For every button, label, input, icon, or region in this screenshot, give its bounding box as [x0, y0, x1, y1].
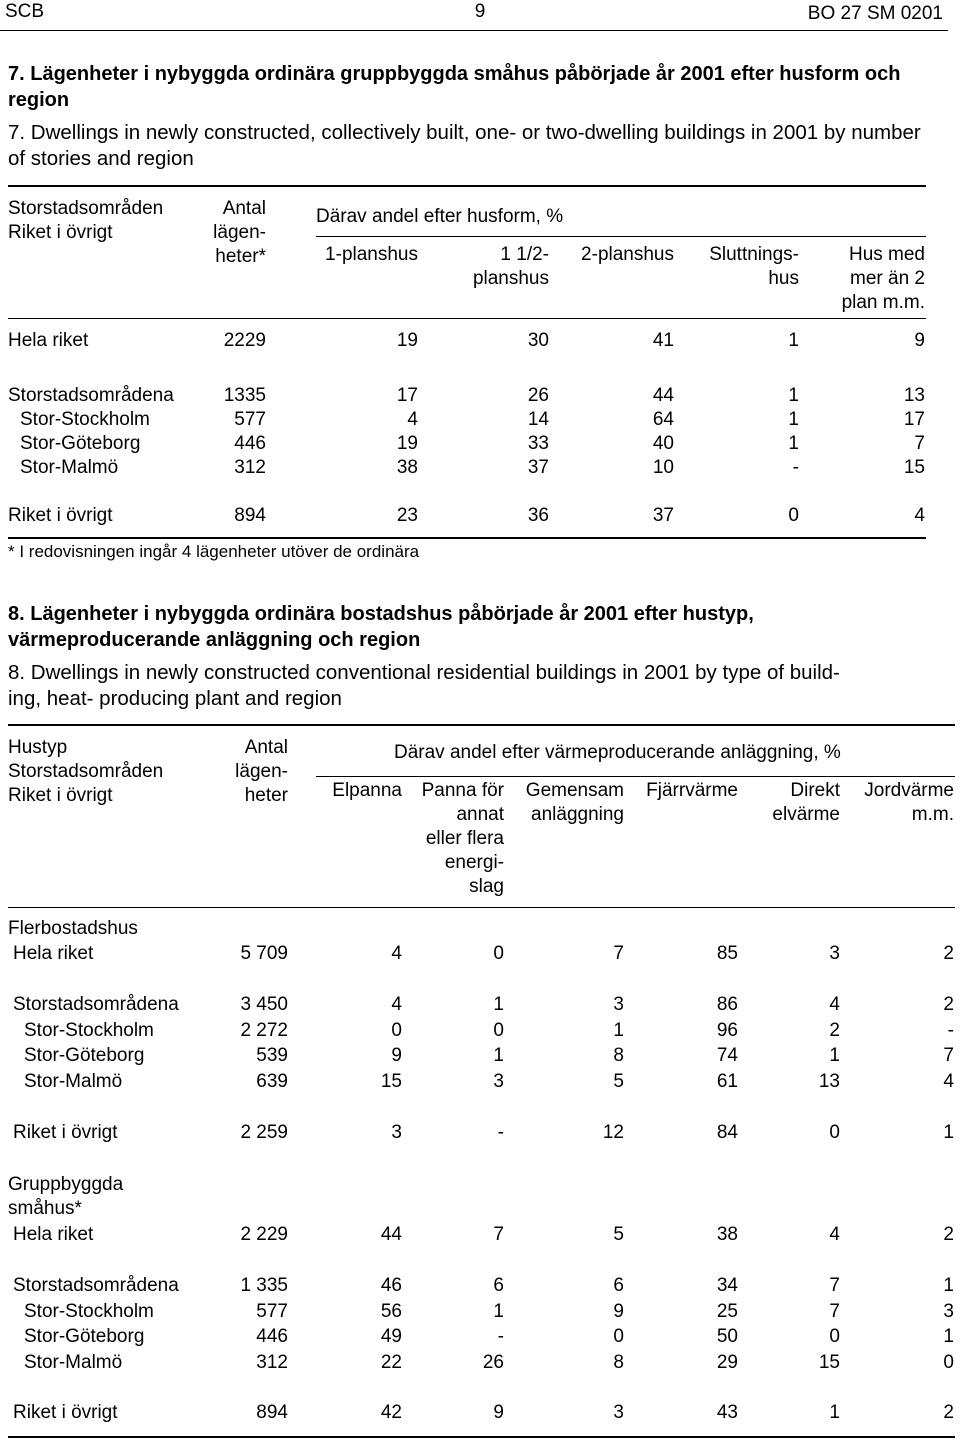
table8-cell-antal: 446: [256, 1326, 288, 1347]
table7-cell-antal: 577: [234, 409, 266, 430]
table7-cell: 4: [914, 505, 925, 526]
table8-cell: 1: [613, 1020, 624, 1041]
table8-cell: 2: [943, 943, 954, 964]
table8-cell: 7: [943, 1045, 954, 1066]
table7-col-header: hus: [768, 268, 799, 289]
table8-cell: 46: [380, 1275, 402, 1296]
table8-col-region-header: Storstadsområden: [8, 761, 164, 782]
table7-cell: 0: [788, 505, 799, 526]
table7-col-antal-header: Antal: [222, 198, 266, 219]
table8-col-region-header: Hustyp: [8, 737, 68, 758]
table7-cell-antal: 312: [234, 457, 266, 478]
table8-cell: 5: [613, 1071, 624, 1092]
table8-col-header: eller flera: [425, 828, 504, 849]
table8-cell: 96: [716, 1020, 738, 1041]
table7-row-label: Stor-Malmö: [20, 457, 119, 478]
table8-cell: 0: [613, 1326, 624, 1347]
table8-title-en-2: ing, heat- producing plant and region: [8, 687, 342, 710]
table7-row-label: Stor-Göteborg: [20, 433, 141, 454]
table7-cell: 44: [652, 385, 674, 406]
table8-row-label: Hela riket: [13, 1224, 94, 1245]
table8-cell: -: [497, 1326, 504, 1347]
table8-col-region-header: Riket i övrigt: [8, 785, 113, 806]
table8-col-header: annat: [456, 804, 504, 825]
table7-footnote: * I redovisningen ingår 4 lägenheter utöver de ordinära: [8, 542, 420, 561]
table8-cell: 74: [716, 1045, 738, 1066]
table7-col-antal-header: lägen-: [213, 222, 266, 243]
header-page-number: 9: [474, 1, 486, 22]
table7-row-label: Storstadsområdena: [8, 385, 174, 406]
table8-cell: 0: [493, 1020, 504, 1041]
table8-cell: 0: [829, 1326, 840, 1347]
table8-cell: 7: [829, 1301, 840, 1322]
table7-cell: 7: [914, 433, 925, 454]
table7-cell: 37: [652, 505, 674, 526]
table8-cell: 3: [829, 943, 840, 964]
table8-cell: 25: [716, 1301, 738, 1322]
table8-cell: 9: [391, 1045, 402, 1066]
table7-cell: 17: [396, 385, 418, 406]
table7-row-label: Riket i övrigt: [8, 505, 113, 526]
table8-cell: 9: [493, 1402, 504, 1423]
table8-cell: 3: [613, 1402, 624, 1423]
table7-col-header: 2-planshus: [581, 244, 674, 265]
table8-cell: 1: [943, 1275, 954, 1296]
table8-cell-antal: 894: [256, 1402, 288, 1423]
table8-cell-antal: 577: [256, 1301, 288, 1322]
table7-col-header: Sluttnings-: [709, 244, 799, 265]
table8-col-header: Panna för: [421, 780, 504, 801]
table8-row-label: Stor-Stockholm: [24, 1301, 154, 1322]
table8-col-header: elvärme: [772, 804, 840, 825]
table7-col-header: mer än 2: [850, 268, 925, 289]
table7-cell: 1: [788, 385, 799, 406]
table7-col-header: plan m.m.: [841, 292, 925, 313]
table7-cell-antal: 1335: [223, 385, 266, 406]
table7-col-region-header: Riket i övrigt: [8, 222, 113, 243]
table8-col-header: Fjärrvärme: [646, 780, 738, 801]
table8-cell-antal: 539: [256, 1045, 288, 1066]
table8-cell: 50: [716, 1326, 738, 1347]
table8-group-rule: [316, 776, 955, 777]
table7-col-header: 1-planshus: [325, 244, 418, 265]
table8-cell: 29: [716, 1352, 738, 1373]
table8-row-label: Stor-Malmö: [24, 1071, 123, 1092]
table8-cell: 1: [493, 1301, 504, 1322]
table8-cell: 4: [829, 1224, 840, 1245]
header-rule: [0, 30, 948, 31]
table7-cell-antal: 2229: [223, 330, 266, 351]
table7-group-rule: [316, 236, 926, 237]
table8-col-header: slag: [469, 876, 504, 897]
table8-cell: 86: [716, 994, 738, 1015]
table8-cell: 12: [602, 1122, 624, 1143]
table7-col-header: Hus med: [848, 244, 925, 265]
table8-row-label: Stor-Stockholm: [24, 1020, 154, 1041]
header-left: SCB: [5, 1, 45, 22]
table8-cell: 2: [943, 1402, 954, 1423]
table8-cell: 15: [380, 1071, 402, 1092]
table7-bottom-rule: [8, 537, 926, 539]
table7-cell: 64: [652, 409, 674, 430]
table8-cell-antal: 2 259: [240, 1122, 288, 1143]
table7-cell: 10: [652, 457, 674, 478]
table8-col-header: anläggning: [531, 804, 624, 825]
table8-cell: 4: [829, 994, 840, 1015]
table8-cell: 9: [613, 1301, 624, 1322]
table7-cell: 26: [527, 385, 549, 406]
table8-cell: 1: [829, 1402, 840, 1423]
table8-cell: 2: [943, 1224, 954, 1245]
table8-cell: 8: [613, 1352, 624, 1373]
header-right: BO 27 SM 0201: [807, 3, 943, 24]
table8-cell: 4: [391, 943, 402, 964]
table8-cell: 61: [716, 1071, 738, 1092]
table8-cell: 7: [493, 1224, 504, 1245]
table8-cell: 7: [613, 943, 624, 964]
table8-cell: 0: [493, 943, 504, 964]
table7-cell: 4: [407, 409, 418, 430]
table8-cell-antal: 5 709: [240, 943, 288, 964]
table8-cell: 1: [943, 1326, 954, 1347]
table7-title-sv: 7. Lägenheter i nybyggda ordinära gruppbyggda småhus påbörjade år 2001 efter husform och region: [8, 63, 901, 111]
table8-cell-antal: 312: [256, 1352, 288, 1373]
table8-cell: 38: [716, 1224, 738, 1245]
table8-cell: 2: [943, 994, 954, 1015]
table8-cell: 0: [391, 1020, 402, 1041]
table8-cell: 0: [829, 1122, 840, 1143]
table7-cell: 9: [914, 330, 925, 351]
table8-cell: 6: [613, 1275, 624, 1296]
table8-row-label: Storstadsområdena: [13, 994, 179, 1015]
table8-cell: 5: [613, 1224, 624, 1245]
table8-cell: 44: [380, 1224, 402, 1245]
table8-col-header: Gemensam: [525, 780, 624, 801]
table7-cell: 41: [652, 330, 674, 351]
table8-cell: 3: [493, 1071, 504, 1092]
table7-col-header: planshus: [472, 268, 549, 289]
table8-cell: 43: [716, 1402, 738, 1423]
table8-cell: 6: [493, 1275, 504, 1296]
table8-cell-antal: 1 335: [240, 1275, 288, 1296]
table8-header-rule: [8, 907, 955, 908]
table8-row-label: Stor-Göteborg: [24, 1045, 145, 1066]
table8-cell: 2: [829, 1020, 840, 1041]
table7-cell: 13: [903, 385, 925, 406]
table8-cell: 13: [818, 1071, 840, 1092]
table7-header-rule: [8, 318, 926, 319]
table8-cell: 26: [482, 1352, 504, 1373]
table8-cell: 56: [380, 1301, 402, 1322]
table8-col-header: m.m.: [911, 804, 954, 825]
table8-cell: 84: [716, 1122, 738, 1143]
table8-cell-antal: 3 450: [240, 994, 288, 1015]
table8-cell-antal: 2 272: [240, 1020, 288, 1041]
table8-bottom-rule: [8, 1436, 955, 1438]
table8-col-header: energi-: [444, 852, 504, 873]
table7-cell: 1: [788, 330, 799, 351]
table8-col-antal-header: Antal: [244, 737, 288, 758]
table7-cell: 40: [652, 433, 674, 454]
table7-cell: 17: [903, 409, 925, 430]
table7-top-rule: [8, 185, 926, 187]
table7-title-en: 7. Dwellings in newly constructed, collectively built, one- or two-dwelling buildings in 2001 by number of stories and region: [8, 121, 921, 170]
table8-row-label: Riket i övrigt: [13, 1402, 118, 1423]
table7-row-label: Hela riket: [8, 330, 89, 351]
table8-cell: 1: [829, 1045, 840, 1066]
table8-cell: 15: [818, 1352, 840, 1373]
table8-title-sv-2: värmeproducerande anläggning och region: [8, 629, 421, 651]
table8-cell: 1: [493, 1045, 504, 1066]
table8-cell: 4: [943, 1071, 954, 1092]
table8-cell: 8: [613, 1045, 624, 1066]
table8-top-rule: [8, 724, 955, 726]
table7-cell: 38: [396, 457, 418, 478]
table8-col-header: Direkt: [790, 780, 840, 801]
table8-title-en-1: 8. Dwellings in newly constructed conventional residential buildings in 2001 by type of build-: [8, 661, 840, 684]
table8-col-antal-header: heter: [244, 785, 288, 806]
table7-cell: 14: [527, 409, 549, 430]
table8-cell-antal: 639: [256, 1071, 288, 1092]
table8-section-title: Gruppbyggda: [8, 1174, 124, 1195]
table8-cell: 4: [391, 994, 402, 1015]
table7-cell: 15: [903, 457, 925, 478]
table7-cell: 1: [788, 433, 799, 454]
table8-cell: 3: [613, 994, 624, 1015]
table7-cell: 1: [788, 409, 799, 430]
table8-cell: -: [497, 1122, 504, 1143]
table8-col-header: Elpanna: [332, 780, 402, 801]
table8-row-label: Hela riket: [13, 943, 94, 964]
table8-section-title: småhus*: [8, 1198, 82, 1219]
table7-col-region-header: Storstadsområden: [8, 198, 164, 219]
table8-cell-antal: 2 229: [240, 1224, 288, 1245]
table7-col-antal-header: heter*: [215, 246, 266, 267]
table8-cell: 1: [493, 994, 504, 1015]
table8-cell: 3: [391, 1122, 402, 1143]
table8-cell: 85: [716, 943, 738, 964]
table8-row-label: Riket i övrigt: [13, 1122, 118, 1143]
table7-cell: 33: [527, 433, 549, 454]
table8-cell: 7: [829, 1275, 840, 1296]
table7-cell: 37: [527, 457, 549, 478]
table8-row-label: Stor-Göteborg: [24, 1326, 145, 1347]
table8-section-title: Flerbostadshus: [8, 918, 138, 939]
table8-group-header: Därav andel efter värmeproducerande anläggning, %: [394, 742, 841, 763]
table8-row-label: Storstadsområdena: [13, 1275, 179, 1296]
table7-row-label: Stor-Stockholm: [20, 409, 150, 430]
table8-cell: 49: [380, 1326, 402, 1347]
table7-col-header: 1 1/2-: [500, 244, 549, 265]
table7-cell: 30: [527, 330, 549, 351]
table8-col-header: Jordvärme: [864, 780, 954, 801]
table8-cell: -: [947, 1020, 954, 1041]
table7-group-header: Därav andel efter husform, %: [316, 206, 564, 227]
table7-cell-antal: 446: [234, 433, 266, 454]
table8-title-sv-1: 8. Lägenheter i nybyggda ordinära bostadshus påbörjade år 2001 efter hustyp,: [8, 603, 754, 625]
table7-cell: -: [792, 457, 799, 478]
table7-cell-antal: 894: [234, 505, 266, 526]
table8-cell: 1: [943, 1122, 954, 1143]
table8-cell: 22: [380, 1352, 402, 1373]
table8-cell: 0: [943, 1352, 954, 1373]
table7-cell: 19: [396, 433, 418, 454]
table8-cell: 34: [716, 1275, 738, 1296]
table8-col-antal-header: lägen-: [235, 761, 288, 782]
table8-cell: 3: [943, 1301, 954, 1322]
table8-cell: 42: [380, 1402, 402, 1423]
table7-cell: 36: [527, 505, 549, 526]
table7-cell: 23: [396, 505, 418, 526]
table8-row-label: Stor-Malmö: [24, 1352, 123, 1373]
table7-cell: 19: [396, 330, 418, 351]
